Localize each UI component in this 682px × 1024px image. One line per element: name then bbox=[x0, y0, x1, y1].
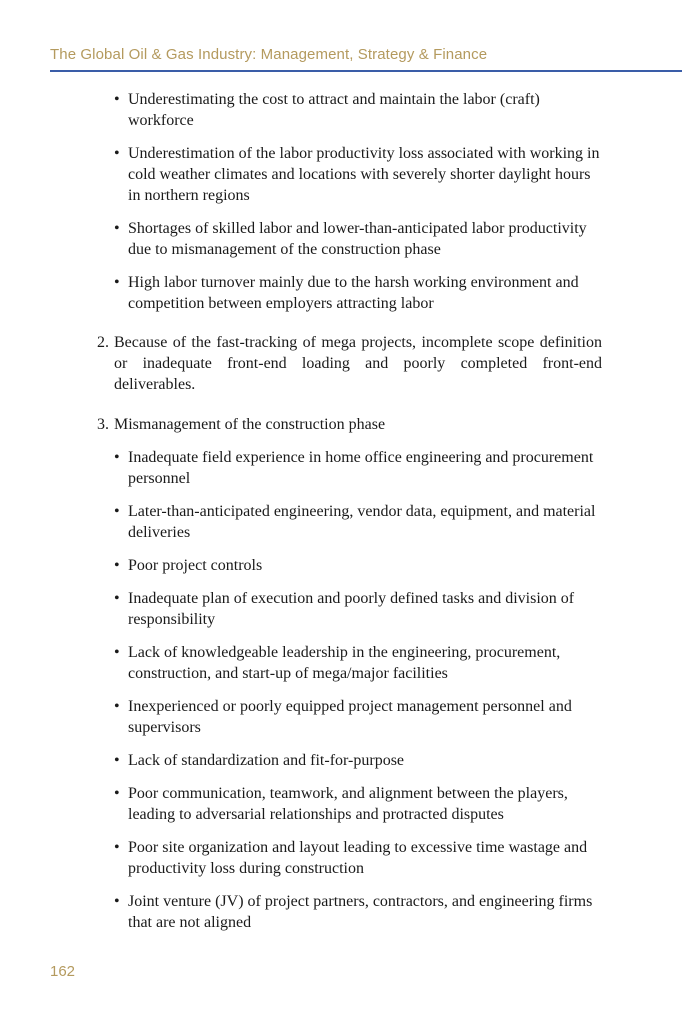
bullet-marker: • bbox=[114, 752, 120, 769]
header-rule bbox=[50, 70, 682, 72]
bullet-list-labor bbox=[97, 89, 602, 314]
bullet-marker: • bbox=[114, 644, 120, 661]
bullet-marker: • bbox=[114, 91, 120, 108]
bullet-marker: • bbox=[114, 220, 120, 237]
list-item: • Underestimating the cost to attract and maintain the labor (craft) workforce bbox=[114, 91, 540, 129]
page-number: 162 bbox=[50, 963, 76, 980]
page-body bbox=[97, 89, 602, 945]
bullet-marker: • bbox=[114, 893, 120, 910]
list-item: • Poor project controls bbox=[114, 557, 263, 574]
list-item: • Lack of standardization and fit-for-purpose bbox=[114, 752, 405, 769]
item-text: Mismanagement of the construction phase bbox=[114, 416, 386, 433]
list-item: • Inadequate plan of execution and poorly defined tasks and division of responsibility bbox=[114, 590, 575, 628]
list-item: • Joint venture (JV) of project partners, contractors, and engineering firms that are not aligned bbox=[114, 893, 593, 931]
item-number: 3. bbox=[97, 416, 109, 433]
running-header: The Global Oil & Gas Industry: Management, Strategy & Finance bbox=[50, 46, 488, 63]
list-item: • Poor communication, teamwork, and alignment between the players, leading to adversarial relationships and protracted disputes bbox=[114, 785, 568, 823]
list-item: • Lack of knowledgeable leadership in the engineering, procurement, construction, and start-up of mega/major facilities bbox=[114, 644, 561, 682]
bullet-marker: • bbox=[114, 557, 120, 574]
list-item: • Inexperienced or poorly equipped project management personnel and supervisors bbox=[114, 698, 572, 736]
list-item: • Later-than-anticipated engineering, vendor data, equipment, and material deliveries bbox=[114, 503, 596, 541]
list-item: • Poor site organization and layout leading to excessive time wastage and productivity loss during construction bbox=[114, 839, 588, 877]
item-number: 2. bbox=[97, 334, 109, 351]
bullet-marker: • bbox=[114, 145, 120, 162]
numbered-item-2 bbox=[97, 332, 602, 395]
bullet-marker: • bbox=[114, 449, 120, 466]
bullet-marker: • bbox=[114, 274, 120, 291]
list-item: • High labor turnover mainly due to the harsh working environment and competition between employers attracting labor bbox=[114, 274, 579, 312]
list-item: • Underestimation of the labor productivity loss associated with working in cold weather climates and locations with severely shorter daylight hours in northern regions bbox=[114, 145, 600, 204]
bullet-marker: • bbox=[114, 698, 120, 715]
bullet-marker: • bbox=[114, 785, 120, 802]
numbered-item-3 bbox=[97, 414, 602, 435]
bullet-marker: • bbox=[114, 503, 120, 520]
bullet-list-construction bbox=[97, 447, 602, 933]
bullet-marker: • bbox=[114, 839, 120, 856]
list-item: • Shortages of skilled labor and lower-than-anticipated labor productivity due to mismanagement of the construction phase bbox=[114, 220, 587, 258]
bullet-marker: • bbox=[114, 590, 120, 607]
list-item: • Inadequate field experience in home office engineering and procurement personnel bbox=[114, 449, 594, 487]
item-text: Because of the fast-tracking of mega projects, incomplete scope definition or inadequate front-end loading and poorly completed front-end deliverables. bbox=[114, 334, 602, 393]
